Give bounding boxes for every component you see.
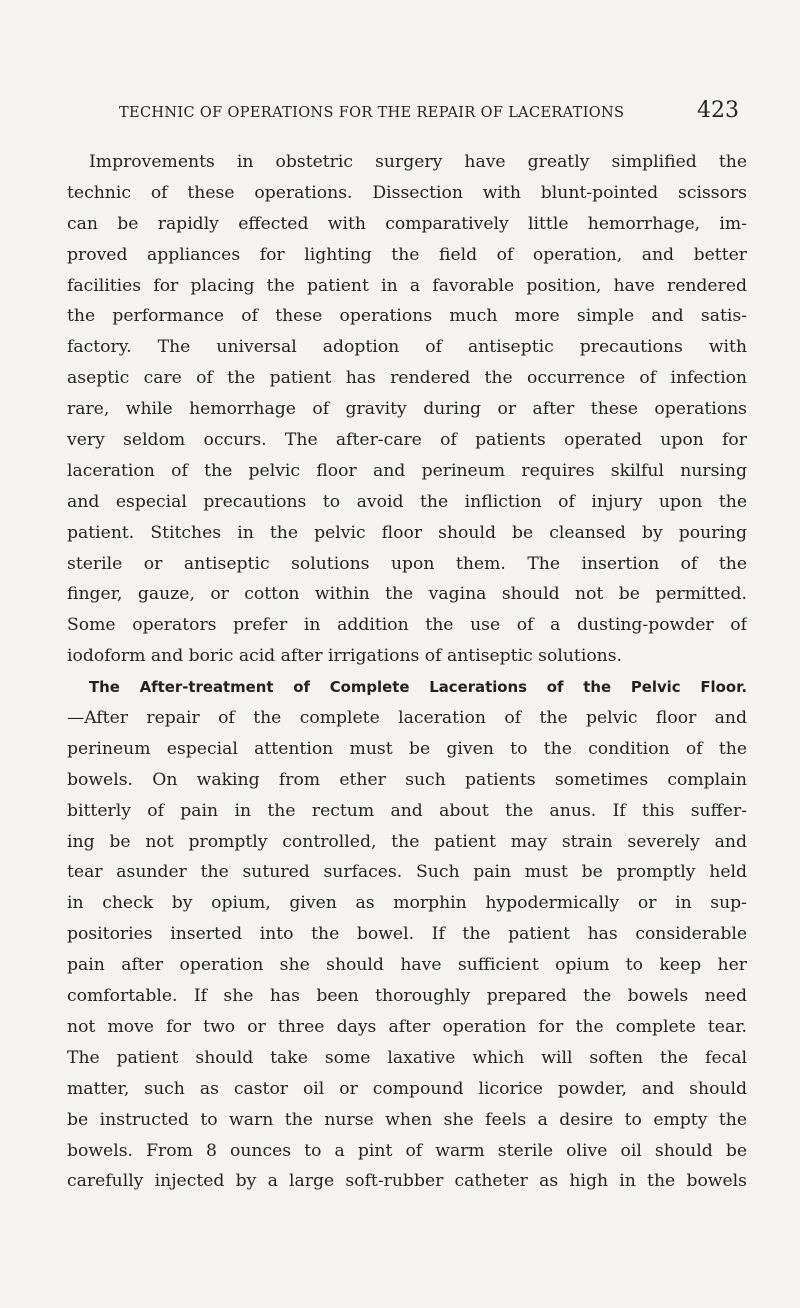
text-line: and especial precautions to avoid the infliction of injury upon the [67, 491, 747, 512]
text-line: proved appliances for lighting the field of operation, and better [67, 244, 747, 265]
text-line: factory. The universal adoption of antiseptic precautions with [67, 337, 747, 358]
text-line: finger, gauze, or cotton within the vagina should not be permitted. [67, 584, 747, 605]
text-line: matter, such as castor oil or compound licorice powder, and should [67, 1078, 747, 1099]
text-line: facilities for placing the patient in a favorable position, have rendered [67, 275, 747, 296]
text-line: —After repair of the complete laceration of the pelvic floor and [67, 708, 747, 729]
text-line: laceration of the pelvic floor and perineum requires skilful nursing [67, 460, 747, 481]
running-title: TECHNIC OF OPERATIONS FOR THE REPAIR OF LACERATIONS [119, 105, 625, 121]
text-line: sterile or antiseptic solutions upon them. The insertion of the [67, 553, 747, 574]
text-line: aseptic care of the patient has rendered the occurrence of infection [67, 368, 747, 389]
text-line: not move for two or three days after operation for the complete tear. [67, 1016, 747, 1037]
text-line: very seldom occurs. The after-care of patients operated upon for [67, 430, 747, 451]
text-line: carefully injected by a large soft-rubber catheter as high in the bowels [67, 1171, 747, 1192]
text-line: pain after operation she should have sufficient opium to keep her [67, 955, 747, 976]
text-line: rare, while hemorrhage of gravity during or after these operations [67, 399, 747, 420]
text-line: perineum especial attention must be given to the condition of the [67, 738, 747, 759]
text-line: Some operators prefer in addition the use of a dusting-powder of [67, 615, 747, 636]
text-line: iodoform and boric acid after irrigations of antiseptic solutions. [67, 646, 623, 667]
text-line: ing be not promptly controlled, the patient may strain severely and [67, 831, 747, 852]
text-line: The patient should take some laxative which will soften the fecal [67, 1047, 747, 1068]
text-line: technic of these operations. Dissection with blunt-pointed scissors [67, 182, 747, 203]
running-head [119, 98, 739, 128]
body-text [67, 147, 747, 1197]
text-line: bowels. From 8 ounces to a pint of warm sterile olive oil should be [67, 1140, 747, 1161]
text-line: Improvements in obstetric surgery have greatly simplified the [89, 152, 747, 172]
page-number: 423 [697, 98, 739, 123]
text-line: can be rapidly effected with comparatively little hemorrhage, im- [67, 213, 747, 234]
text-line: positories inserted into the bowel. If the patient has considerable [67, 924, 747, 945]
text-line: the performance of these operations much more simple and satis- [67, 306, 747, 327]
text-line: bitterly of pain in the rectum and about the anus. If this suffer- [67, 800, 747, 821]
text-line: in check by opium, given as morphin hypodermically or in sup- [67, 893, 747, 914]
text-line: comfortable. If she has been thoroughly prepared the bowels need [67, 986, 747, 1007]
text-line: bowels. On waking from ether such patients sometimes complain [67, 769, 747, 790]
text-line: patient. Stitches in the pelvic floor should be cleansed by pouring [67, 522, 747, 543]
text-line: tear asunder the sutured surfaces. Such pain must be promptly held [67, 862, 747, 883]
text-line: be instructed to warn the nurse when she feels a desire to empty the [67, 1109, 747, 1130]
section-heading: The After-treatment of Complete Lacerations of the Pelvic Floor. [89, 678, 747, 697]
